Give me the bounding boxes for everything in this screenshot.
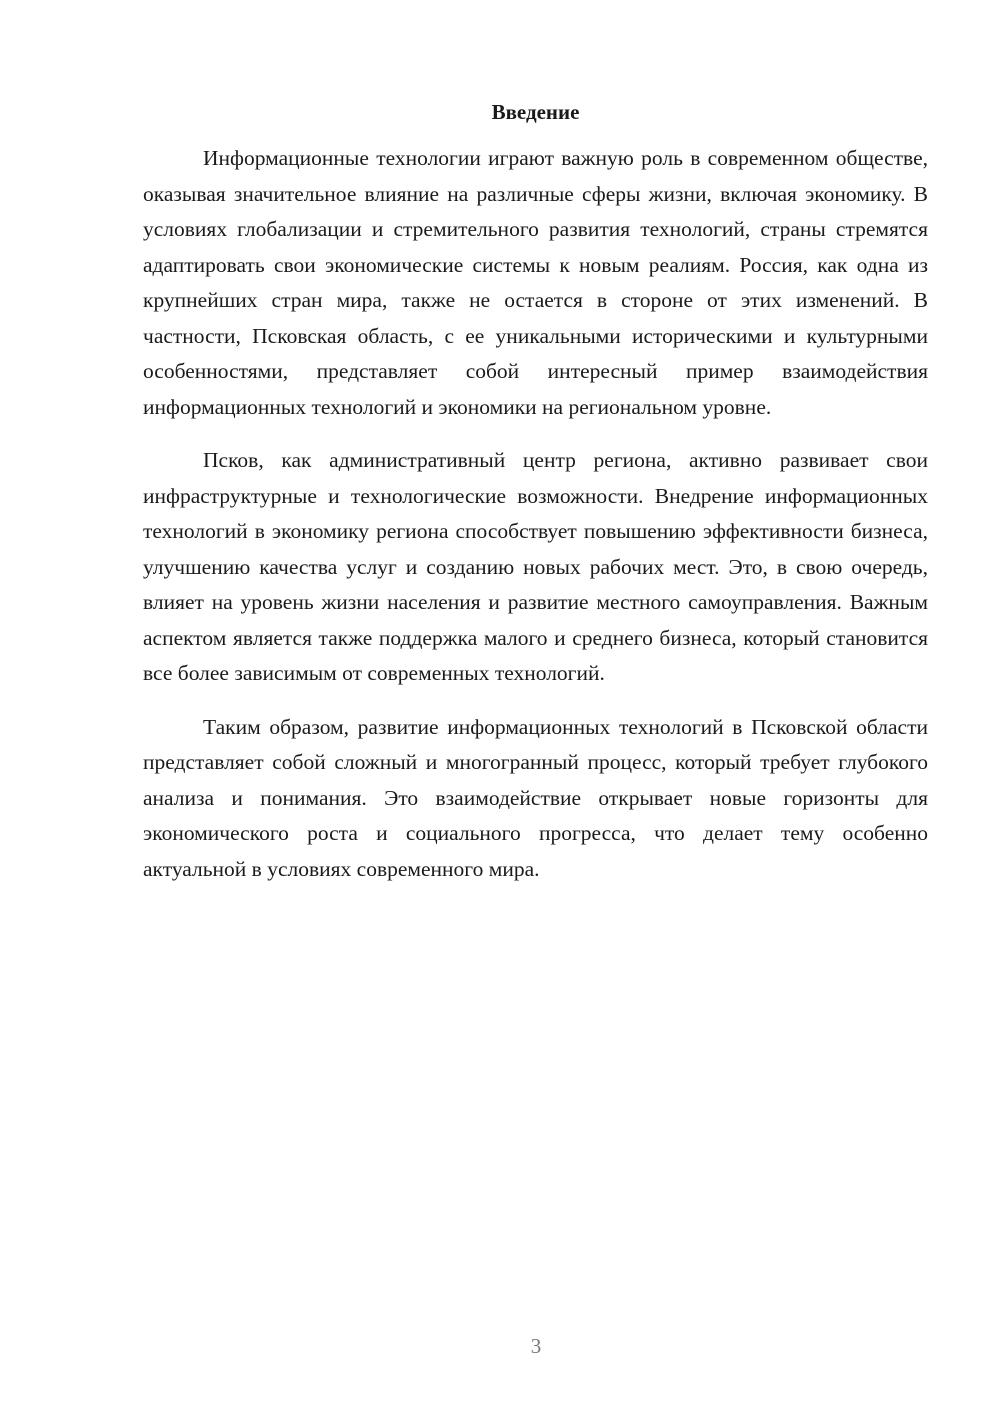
paragraph-1: Информационные технологии играют важную роль в современном обществе, оказывая значительное влияние на различные сферы жизни, включая экономику. В условиях глобализации и стремительного развития технологий, страны стремятся адаптировать свои экономические системы к новым реалиям. Россия, как одна из крупнейших стран мира, также не остается в стороне от этих изменений. В частности, Псковская область, с ее уникальными историческими и культурными особенностями, представляет собой интересный пример взаимодействия информационных технологий и экономики на региональном уровне. — [143, 146, 928, 419]
page-number: 3 — [530, 1334, 542, 1358]
paragraph-2: Псков, как административный центр региона, активно развивает свои инфраструктурные и технологические возможности. Внедрение информационных технологий в экономику региона способствует повышению эффективности бизнеса, улучшению качества услуг и созданию новых рабочих мест. Это, в свою очередь, влияет на уровень жизни населения и развитие местного самоуправления. Важным аспектом является также поддержка малого и среднего бизнеса, который становится все более зависимым от современных технологий. — [143, 448, 928, 685]
paragraph-3: Таким образом, развитие информационных технологий в Псковской области представляет собой сложный и многогранный процесс, который требует глубокого анализа и понимания. Это взаимодействие открывает новые горизонты для экономического роста и социального прогресса, что делает тему особенно актуальной в условиях современного мира. — [143, 714, 928, 881]
body-text — [143, 141, 928, 905]
section-heading: Введение — [491, 100, 580, 124]
